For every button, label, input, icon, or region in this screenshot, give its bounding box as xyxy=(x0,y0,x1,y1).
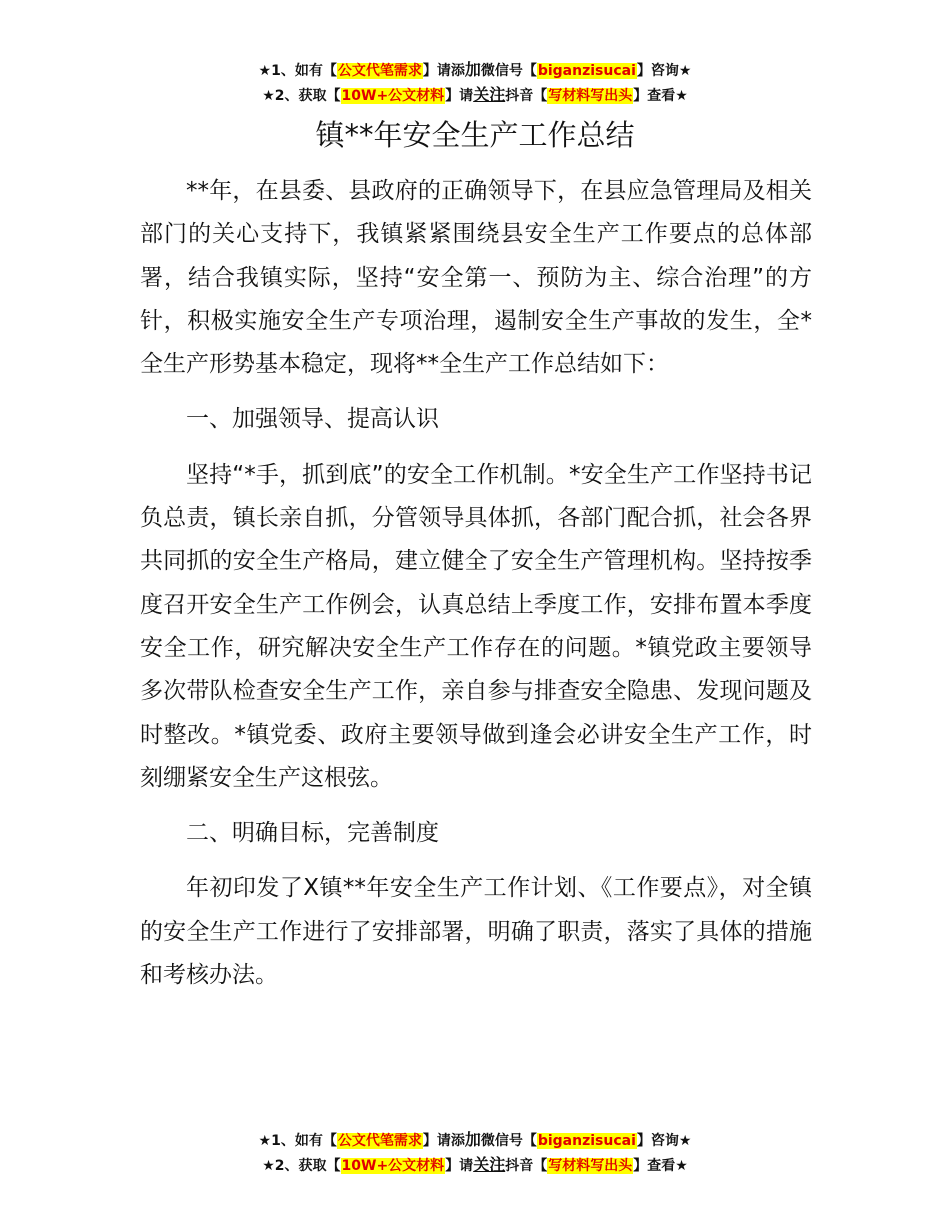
banner-line-2 xyxy=(0,1153,950,1178)
section-heading-1: 一、加强领导、提高认识 xyxy=(186,406,439,433)
banner-text: 加 xyxy=(464,60,481,79)
banner-highlight: 公文代笔需求 xyxy=(337,63,422,79)
banner-line-1 xyxy=(0,1128,950,1153)
banner-highlight: 写材料写出头 xyxy=(548,1158,633,1174)
banner-highlight: biganzisucai xyxy=(537,1133,636,1149)
paragraph-section-1: 坚持“*手，抓到底”的安全工作机制。*安全生产工作坚持书记负总责，镇长亲自抓，分管领导具体抓，各部门配合抓，社会各界共同抓的安全生产格局，建立健全了安全生产管理机构。坚持按季度召开安全生产工作例会，认真总结上季度工作，安排布置本季度安全工作，研究解决安全生产工作存在的问题。*镇党政主要领导多次带队检查安全生产工作，亲自参与排查安全隐患、发现问题及时整改。*镇党委、政府主要领导做到逢会必讲安全生产工作，时刻绷紧安全生产这根弦。 xyxy=(140,461,812,791)
header-banner xyxy=(0,58,950,108)
banner-text: ★2、获取【 xyxy=(262,88,341,104)
banner-text: 】咨询★ xyxy=(636,63,692,79)
banner-text: 加 xyxy=(464,1130,481,1149)
banner-text: 】请添 xyxy=(422,1133,465,1149)
banner-text: 抖音【 xyxy=(505,1158,548,1174)
banner-text: 微信号【 xyxy=(480,1133,537,1149)
banner-text: 抖音【 xyxy=(505,88,548,104)
banner-text: ★1、如有【 xyxy=(258,63,337,79)
banner-highlight: 10W+公文材料 xyxy=(341,88,445,104)
banner-text: 关注 xyxy=(473,85,506,104)
banner-text: 】请 xyxy=(445,88,474,104)
banner-line-1 xyxy=(0,58,950,83)
document-title: 镇**年安全生产工作总结 xyxy=(315,118,635,152)
banner-text: 】查看★ xyxy=(633,88,688,104)
banner-text: 关注 xyxy=(473,1155,506,1174)
paragraph-intro: **年，在县委、县政府的正确领导下，在县应急管理局及相关部门的关心支持下，我镇紧紧围绕县安全生产工作要点的总体部署，结合我镇实际，坚持“安全第一、预防为主、综合治理”的方针，积极实施安全生产专项治理，遏制安全生产事故的发生，全*全生产形势基本稳定，现将**全生产工作总结如下： xyxy=(140,178,812,378)
banner-text: 】请添 xyxy=(422,63,465,79)
banner-highlight: 公文代笔需求 xyxy=(337,1133,422,1149)
footer-banner xyxy=(0,1128,950,1178)
banner-text: 微信号【 xyxy=(480,63,537,79)
banner-text: 】咨询★ xyxy=(636,1133,692,1149)
banner-highlight: 写材料写出头 xyxy=(548,88,633,104)
banner-text: 】查看★ xyxy=(633,1158,688,1174)
section-heading-2: 二、明确目标，完善制度 xyxy=(186,820,439,847)
banner-line-2 xyxy=(0,83,950,108)
banner-highlight: 10W+公文材料 xyxy=(341,1158,445,1174)
paragraph-section-2: 年初印发了X镇**年安全生产工作计划、《工作要点》，对全镇的安全生产工作进行了安排部署，明确了职责，落实了具体的措施和考核办法。 xyxy=(140,875,812,989)
banner-text: ★2、获取【 xyxy=(262,1158,341,1174)
banner-highlight: biganzisucai xyxy=(537,63,636,79)
banner-text: ★1、如有【 xyxy=(258,1133,337,1149)
document-body xyxy=(140,170,812,997)
banner-text: 】请 xyxy=(445,1158,474,1174)
